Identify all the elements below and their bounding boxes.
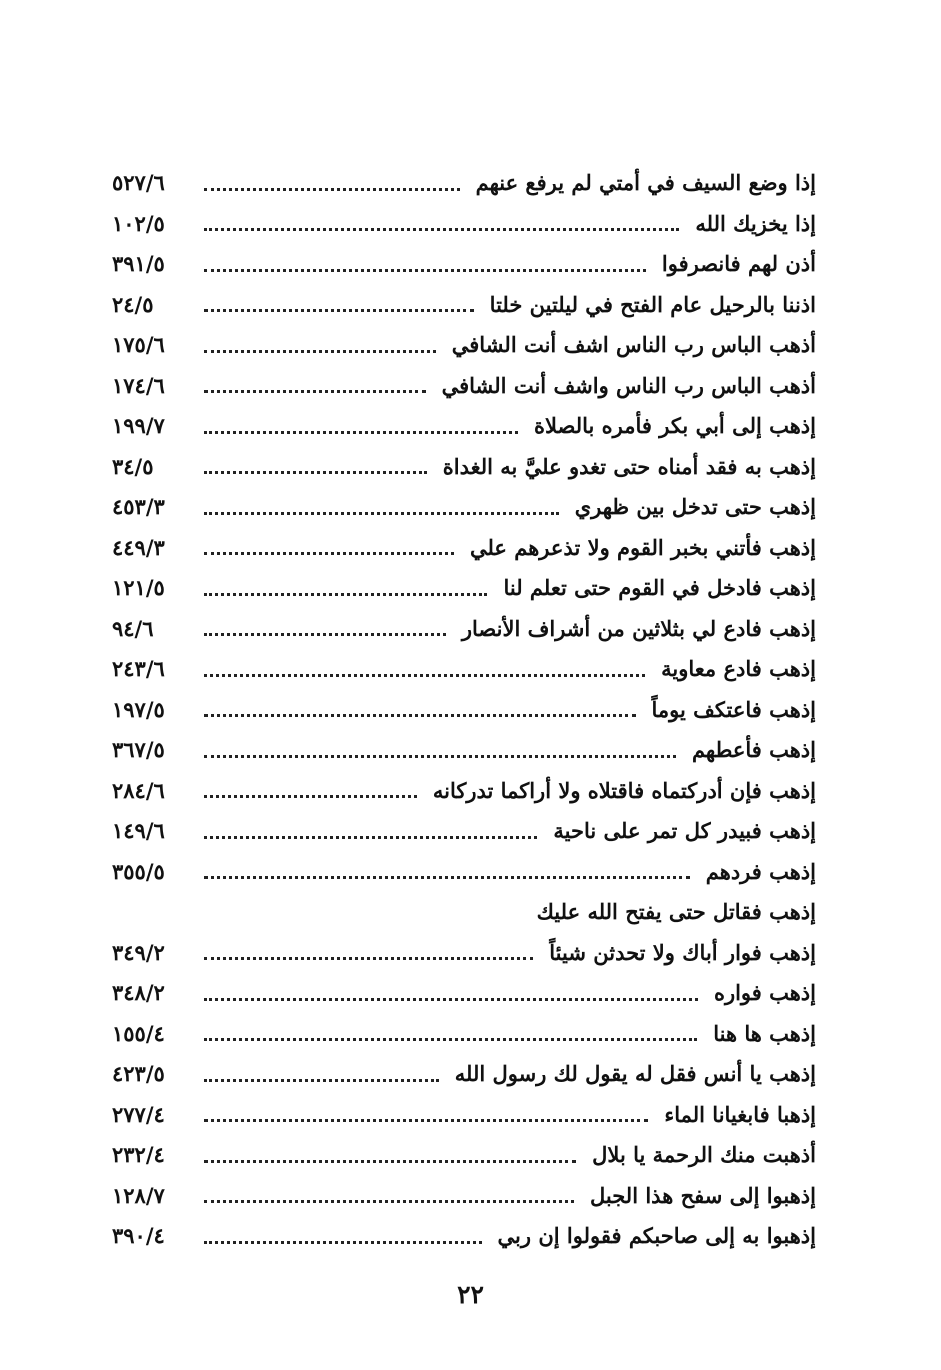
dot-leader	[204, 471, 427, 474]
dot-leader	[204, 1119, 648, 1122]
dot-leader	[204, 714, 636, 717]
hadith-index-list	[112, 163, 816, 1257]
index-entry	[112, 447, 816, 488]
dot-leader	[204, 350, 436, 353]
index-entry	[112, 285, 816, 326]
entry-text: إذهبوا به إلى صاحبكم فقولوا إن ربي	[497, 1223, 816, 1249]
dot-leader	[204, 188, 460, 191]
index-entry	[112, 933, 816, 974]
entry-text: إذهب ها هنا	[713, 1020, 816, 1046]
volume-page-reference: ٣٩٠/٤	[112, 1223, 165, 1249]
index-entry	[112, 204, 816, 245]
entry-text: إذا يخزيك الله	[695, 210, 816, 236]
volume-page-reference: ٣٦٧/٥	[112, 737, 165, 763]
volume-page-reference: ١٤٩/٦	[112, 818, 165, 844]
index-entry	[112, 730, 816, 771]
index-entry	[112, 325, 816, 366]
volume-page-reference: ١٩٧/٥	[112, 696, 165, 722]
index-entry	[112, 609, 816, 650]
dot-leader	[204, 1079, 439, 1082]
dot-leader	[204, 309, 474, 312]
volume-page-reference: ٤٤٩/٣	[112, 534, 165, 560]
index-entry	[112, 244, 816, 285]
index-entry	[112, 852, 816, 893]
volume-page-reference: ٢٧٧/٤	[112, 1101, 165, 1127]
volume-page-reference: ٩٤/٦	[112, 615, 154, 641]
index-entry	[112, 1216, 816, 1257]
volume-page-reference: ٤٥٣/٣	[112, 494, 165, 520]
volume-page-reference: ٢٨٤/٦	[112, 777, 165, 803]
volume-page-reference: ٥٢٧/٦	[112, 170, 165, 196]
volume-page-reference: ٢٣٢/٤	[112, 1142, 165, 1168]
entry-text: إذا وضع السيف في أمتي لم يرفع عنهم	[475, 170, 816, 196]
dot-leader	[204, 1241, 482, 1244]
volume-page-reference: ١٢٨/٧	[112, 1182, 165, 1208]
entry-text: إذهب فواره	[713, 980, 816, 1006]
index-entry	[112, 811, 816, 852]
dot-leader	[204, 269, 646, 272]
volume-page-reference: ١٩٩/٧	[112, 413, 165, 439]
volume-page-reference: ٣٤٩/٢	[112, 939, 165, 965]
index-entry	[112, 487, 816, 528]
index-entry	[112, 892, 816, 933]
entry-text: إذهب فردهم	[705, 858, 816, 884]
entry-text: إذهبوا إلى سفح هذا الجبل	[590, 1182, 816, 1208]
entry-text: إذهب فادخل في القوم حتى تعلم لنا	[503, 575, 816, 601]
index-entry	[112, 1014, 816, 1055]
volume-page-reference: ١٥٥/٤	[112, 1020, 165, 1046]
entry-text: إذهب إلى أبي بكر فأمره بالصلاة	[533, 413, 816, 439]
volume-page-reference: ٢٤٣/٦	[112, 656, 165, 682]
index-entry	[112, 1095, 816, 1136]
volume-page-reference: ١٠٢/٥	[112, 210, 165, 236]
index-entry	[112, 568, 816, 609]
dot-leader	[204, 755, 676, 758]
entry-text: إذهب فأعطهم	[691, 737, 816, 763]
volume-page-reference: ٣٩١/٥	[112, 251, 165, 277]
index-entry	[112, 528, 816, 569]
entry-text: إذهب فأتني بخبر القوم ولا تذعرهم علي	[469, 534, 816, 560]
entry-text: أذهب الباس رب الناس واشف أنت الشافي	[441, 372, 816, 398]
entry-text: إذهب به فقد أمناه حتى تغدو عليَّ به الغداة	[442, 453, 816, 479]
index-entry	[112, 1054, 816, 1095]
dot-leader	[204, 228, 679, 231]
index-entry	[112, 771, 816, 812]
volume-page-reference: ٤٢٣/٥	[112, 1061, 165, 1087]
dot-leader	[204, 633, 446, 636]
dot-leader	[204, 552, 454, 555]
index-entry	[112, 973, 816, 1014]
volume-page-reference: ٣٤٨/٢	[112, 980, 165, 1006]
index-entry	[112, 649, 816, 690]
entry-text: أذهبت منك الرحمة يا بلال	[592, 1142, 816, 1168]
dot-leader	[204, 1038, 697, 1041]
volume-page-reference: ١٧٤/٦	[112, 372, 165, 398]
volume-page-reference: ١٧٥/٦	[112, 332, 165, 358]
dot-leader	[204, 431, 518, 434]
dot-leader	[204, 998, 698, 1001]
dot-leader	[204, 795, 417, 798]
index-entry	[112, 1135, 816, 1176]
index-entry	[112, 163, 816, 204]
entry-text: إذهب فقاتل حتى يفتح الله عليك	[536, 899, 816, 925]
volume-page-reference: ٣٤/٥	[112, 453, 154, 479]
entry-text: إذهب فاعتكف يوماً	[651, 696, 816, 722]
index-entry	[112, 406, 816, 447]
dot-leader	[204, 512, 559, 515]
dot-leader	[204, 593, 487, 596]
entry-text: أذهب الباس رب الناس اشف أنت الشافي	[451, 332, 816, 358]
entry-text: إذهب فإن أدركتماه فاقتلاه ولا أراكما تدركانه	[432, 777, 816, 803]
entry-text: إذهب فبيدر كل تمر على ناحية	[553, 818, 816, 844]
dot-leader	[204, 836, 537, 839]
volume-page-reference: ٣٥٥/٥	[112, 858, 165, 884]
volume-page-reference: ١٢١/٥	[112, 575, 165, 601]
dot-leader	[204, 674, 645, 677]
entry-text: أذن لهم فانصرفوا	[661, 251, 816, 277]
dot-leader	[204, 390, 426, 393]
index-entry	[112, 690, 816, 731]
entry-text: إذهب فوار أباك ولا تحدثن شيئاً	[549, 939, 816, 965]
entry-text: إذهب فادع لي بثلاثين من أشراف الأنصار	[461, 615, 816, 641]
dot-leader	[204, 1200, 574, 1203]
entry-text: إذهب حتى تدخل بين ظهري	[574, 494, 816, 520]
entry-text: إذهب فادع معاوية	[661, 656, 816, 682]
index-entry	[112, 1176, 816, 1217]
entry-text: اذننا بالرحيل عام الفتح في ليلتين خلتا	[489, 291, 816, 317]
dot-leader	[204, 1160, 576, 1163]
entry-text: إذهبا فابغيانا الماء	[664, 1101, 816, 1127]
page-number: ٢٢	[457, 1280, 484, 1309]
volume-page-reference: ٢٤/٥	[112, 291, 154, 317]
dot-leader	[204, 957, 533, 960]
index-entry	[112, 366, 816, 407]
dot-leader	[204, 876, 690, 879]
entry-text: إذهب يا أنس فقل له يقول لك رسول الله	[454, 1061, 816, 1087]
